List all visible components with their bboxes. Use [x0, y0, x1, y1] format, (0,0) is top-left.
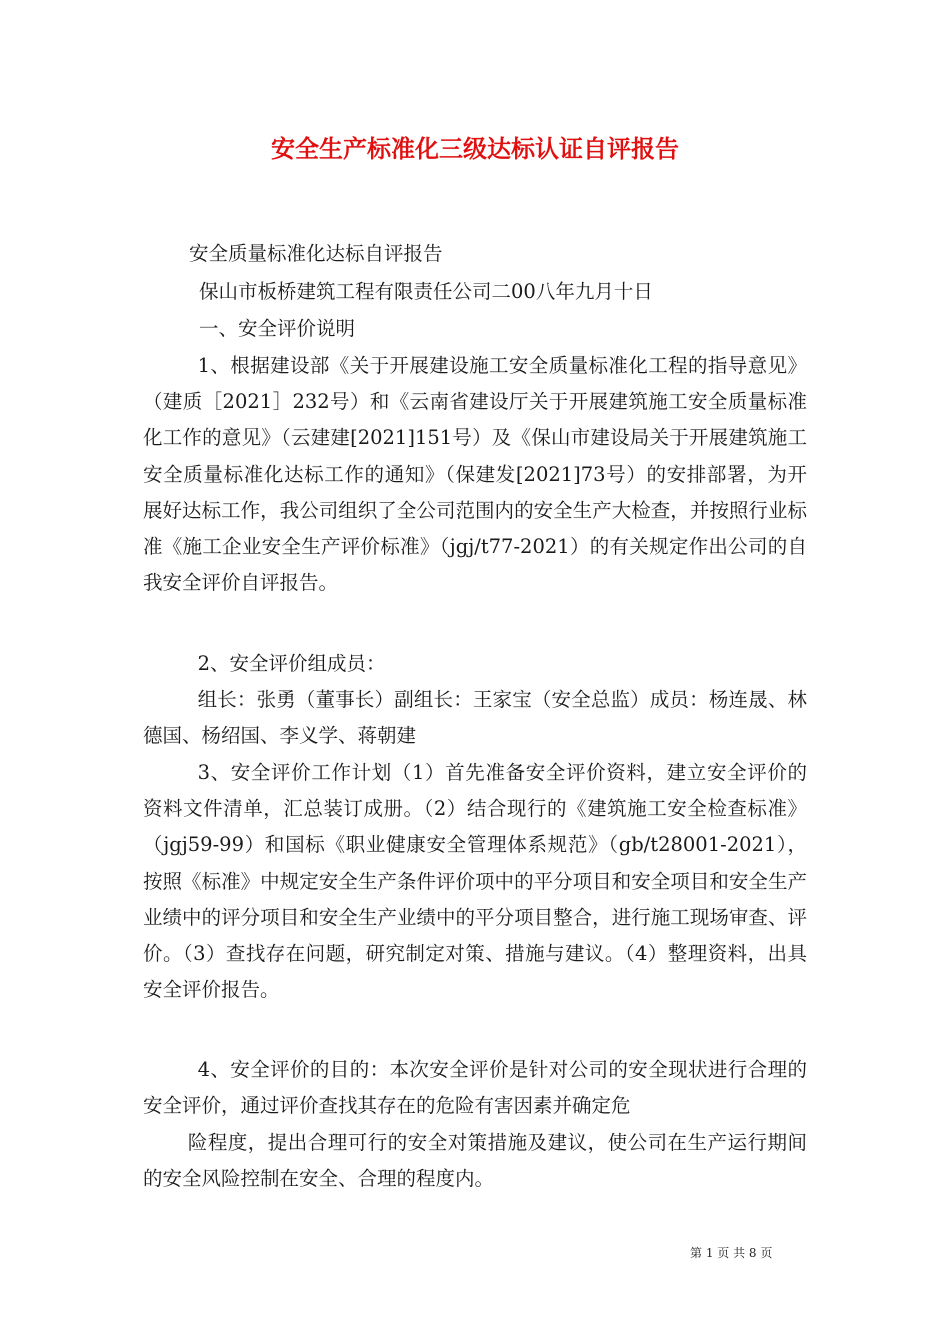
paragraph-basis: 1、根据建设部《关于开展建设施工安全质量标准化工程的指导意见》（建质［2021］232号）和《云南省建设厅关于开展建筑施工安全质量标准化工作的意见》（云建建[2021]151号）及《保山市建设局关于开展建筑施工安全质量标准化达标工作的通知》（保建发[2021]73号）的安排部署，为开展好达标工作，我公司组织了全公司范围内的安全生产大检查，并按照行业标准《施工企业安全生产评价标准》（jgj/t77-2021）的有关规定作出公司的自我安全评价自评报告。: [143, 354, 807, 595]
report-subtitle: 安全质量标准化达标自评报告: [189, 242, 443, 265]
paragraph-members-heading: 2、安全评价组成员：: [197, 652, 386, 675]
paragraph-purpose: 4、安全评价的目的：本次安全评价是针对公司的安全现状进行合理的安全评价，通过评价查找其存在的危险有害因素并确定危: [143, 1058, 807, 1118]
paragraph-members: 组长：张勇（董事长）副组长：王家宝（安全总监）成员：杨连晟、林德国、杨绍国、李义学、蒋朝建: [143, 688, 807, 748]
paragraph-work-plan: 3、安全评价工作计划（1）首先准备安全评价资料，建立安全评价的资料文件清单，汇总装订成册。（2）结合现行的《建筑施工安全检查标准》（jgj59-99）和国标《职业健康安全管理体系规范》（gb/t28001-2021），按照《标准》中规定安全生产条件评价项中的平分项目和安全项目和安全生产业绩中的评分项目和安全生产业绩中的平分项目整合，进行施工现场审查、评价。（3）查找存在问题，研究制定对策、措施与建议。（4）整理资料，出具安全评价报告。: [143, 761, 807, 1002]
section-heading: 一、安全评价说明: [199, 317, 356, 340]
paragraph-purpose-continued: 险程度，提出合理可行的安全对策措施及建议，使公司在生产运行期间的安全风险控制在安全、合理的程度内。: [143, 1131, 807, 1191]
company-date-line: 保山市板桥建筑工程有限责任公司二00八年九月十日: [199, 280, 653, 303]
page-number: 第 1 页 共 8 页: [690, 1246, 773, 1260]
document-title: 安全生产标准化三级达标认证自评报告: [271, 135, 679, 163]
